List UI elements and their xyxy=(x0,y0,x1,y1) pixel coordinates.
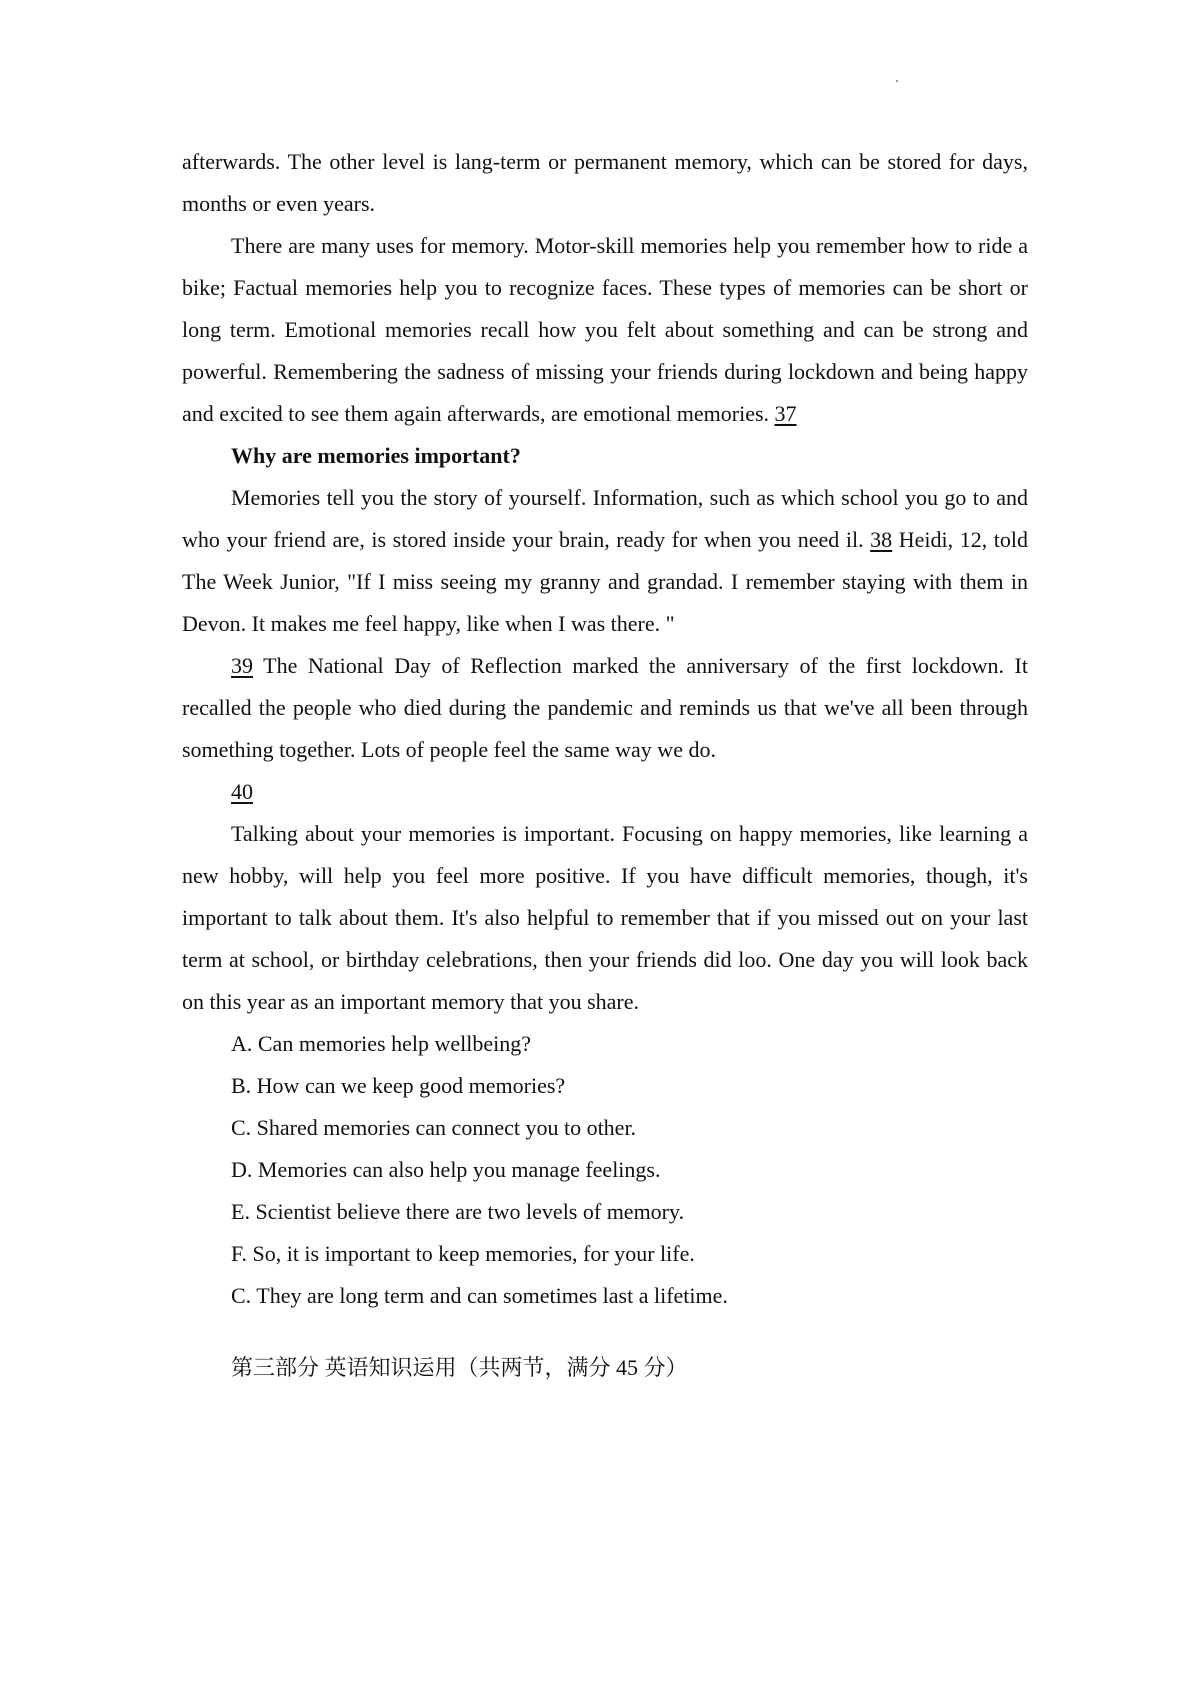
paragraph-4 xyxy=(182,645,1028,771)
paragraph-5 xyxy=(182,771,1028,813)
paragraph-3 xyxy=(182,477,1028,645)
option-e: E. Scientist believe there are two levels of memory. xyxy=(231,1199,685,1224)
paragraph-3-text: Memories tell you the story of yourself. Information, such as which school you go to and who your friend are, is stored inside your brain, ready for when you need il. xyxy=(182,485,1028,552)
blank-39: 39 xyxy=(231,653,253,678)
document-page xyxy=(182,141,1028,1389)
paragraph-4-text: The National Day of Reflection marked the anniversary of the first lockdown. It recalled the people who died during the pandemic and reminds us that we've all been through something together. Lots of people feel the same way we do. xyxy=(182,653,1028,762)
paragraph-2-text: There are many uses for memory. Motor-skill memories help you remember how to ride a bike; Factual memories help you to recognize faces. These types of memories can be short or long term. Emotional memories recall how you felt about something and can be strong and powerful. Remembering the sadness of missing your friends during lockdown and being happy and excited to see them again afterwards, are emotional memories. xyxy=(182,233,1028,426)
paragraph-3-rest: Heidi, 12, told The Week Junior, "If I miss seeing my granny and grandad. I remember staying with them in Devon. It makes me feel happy, like when I was there. " xyxy=(182,527,1029,636)
section-title: 第三部分 英语知识运用（共两节，满分 45 分） xyxy=(231,1355,688,1380)
paragraph-2 xyxy=(182,225,1028,435)
options-list xyxy=(182,1023,1028,1317)
blank-37: 37 xyxy=(774,401,797,426)
paragraph-6: Talking about your memories is important. Focusing on happy memories, like learning a new hobby, will help you feel more positive. If you have difficult memories, though, it's important to talk about them. It's also helpful to remember that if you missed out on your last term at school, or birthday celebrations, then your friends did loo. One day you will look back on this year as an important memory that you share. xyxy=(182,821,1028,1014)
option-c: C. Shared memories can connect you to other. xyxy=(231,1115,637,1140)
paragraph-1: afterwards. The other level is lang-term or permanent memory, which can be stored for days, months or even years. xyxy=(182,149,1028,216)
option-f: F. So, it is important to keep memories, for your life. xyxy=(231,1241,695,1266)
option-b: B. How can we keep good memories? xyxy=(231,1073,566,1098)
option-g: C. They are long term and can sometimes last a lifetime. xyxy=(231,1283,728,1308)
option-d: D. Memories can also help you manage feelings. xyxy=(231,1157,661,1182)
section-heading: Why are memories important? xyxy=(231,443,521,468)
blank-38: 38 xyxy=(870,527,893,552)
option-a: A. Can memories help wellbeing? xyxy=(231,1031,531,1056)
blank-40: 40 xyxy=(231,779,253,804)
scan-dot xyxy=(896,80,898,82)
